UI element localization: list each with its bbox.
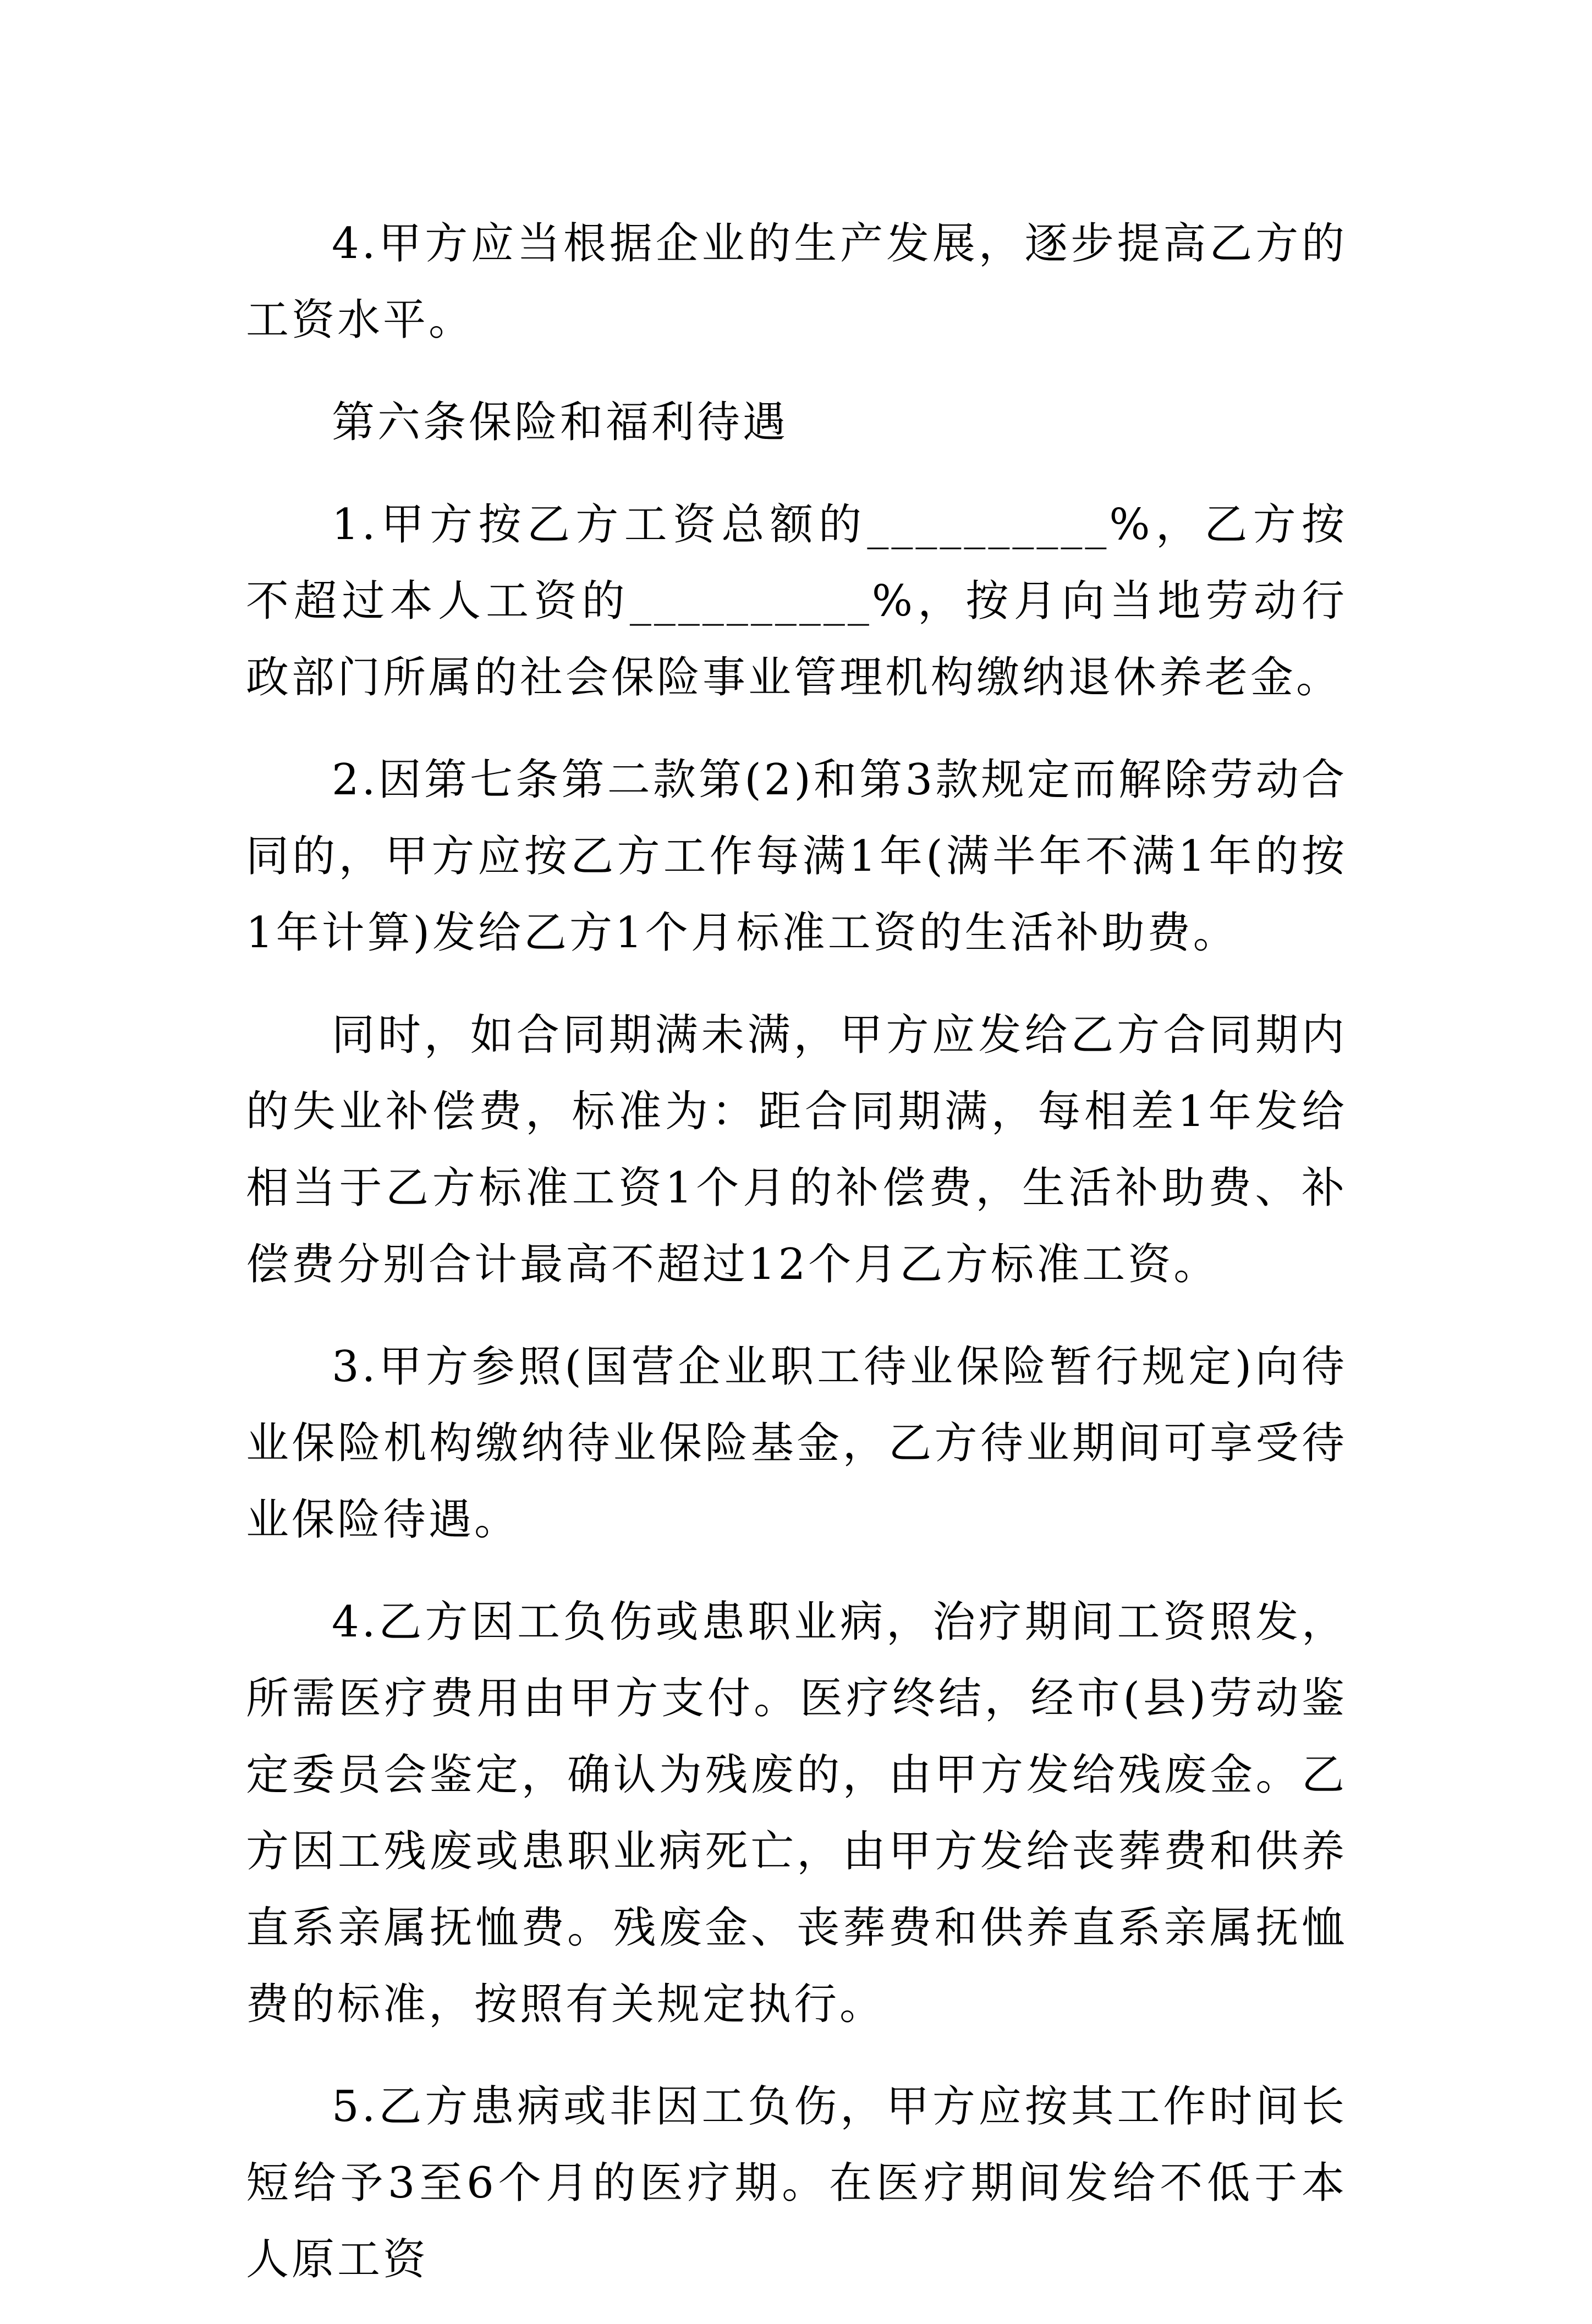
article-6-item-4-paragraph: 4.乙方因工负伤或患职业病，治疗期间工资照发，所需医疗费用由甲方支付。医疗终结，经市(县)劳动鉴定委员会鉴定，确认为残废的，由甲方发给残废金。乙方因工残废或患职业病死亡，由甲方发给丧葬费和供养直系亲属抚恤费。残废金、丧葬费和供养直系亲属抚恤费的标准，按照有关规定执行。 xyxy=(246,1597,1347,2029)
article-6-item-2-paragraph: 2.因第七条第二款第(2)和第3款规定而解除劳动合同的，甲方应按乙方工作每满1年(满半年不满1年的按1年计算)发给乙方1个月标准工资的生活补助费。 xyxy=(246,755,1347,958)
document-body xyxy=(246,206,1347,2324)
article-6-item-3-paragraph: 3.甲方参照(国营企业职工待业保险暂行规定)向待业保险机构缴纳待业保险基金，乙方待业期间可享受待业保险待遇。 xyxy=(246,1342,1347,1545)
clause-5-item-4-paragraph: 4.甲方应当根据企业的生产发展，逐步提高乙方的工资水平。 xyxy=(246,219,1347,345)
article-6-item-1-paragraph: 1.甲方按乙方工资总额的__________%，乙方按不超过本人工资的__________%，按月向当地劳动行政部门所属的社会保险事业管理机构缴纳退休养老金。 xyxy=(246,500,1347,702)
unemployment-compensation-paragraph: 同时，如合同期满未满，甲方应发给乙方合同期内的失业补偿费，标准为：距合同期满，每相差1年发给相当于乙方标准工资1个月的补偿费，生活补助费、补偿费分别合计最高不超过12个月乙方标准工资。 xyxy=(246,1010,1347,1289)
article-6-item-5-paragraph: 5.乙方患病或非因工负伤，甲方应按其工作时间长短给予3至6个月的医疗期。在医疗期间发给不低于本人原工资 xyxy=(246,2082,1347,2284)
article-6-heading: 第六条保险和福利待遇 xyxy=(332,398,789,447)
